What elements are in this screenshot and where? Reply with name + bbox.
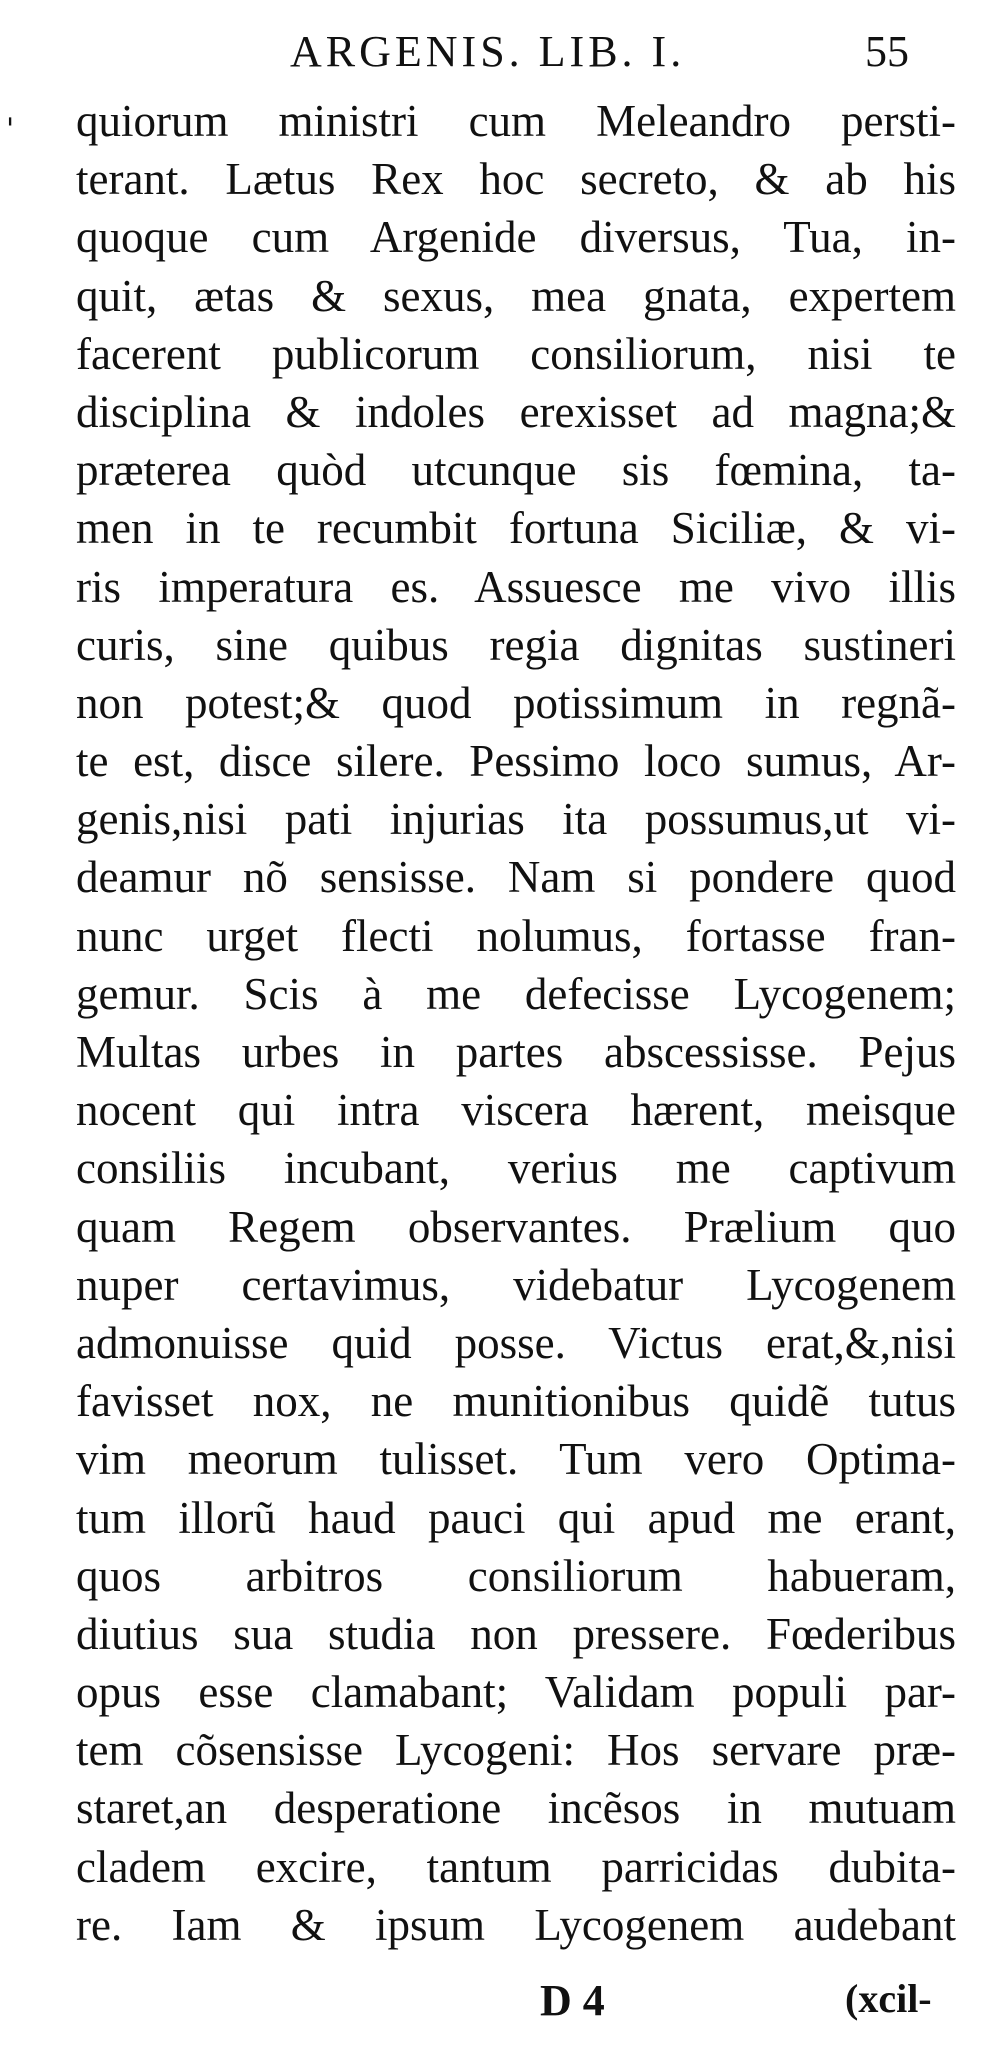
text-line: consiliis incubant, verius me captivum	[76, 1143, 956, 1194]
text-line: tum illorũ haud pauci qui apud me erant,	[76, 1492, 956, 1543]
text-line: nunc urget flecti nolumus, fortasse fran-	[76, 910, 956, 961]
text-line: deamur nõ sensisse. Nam si pondere quod	[76, 852, 956, 903]
text-line: staret,an desperatione incẽsos in mutuam	[76, 1783, 956, 1834]
text-line: non potest;& quod potissimum in regnã-	[76, 677, 956, 728]
text-line: curis, sine quibus regia dignitas sustineri	[76, 619, 956, 670]
text-line: genis,nisi pati injurias ita possumus,ut vi-	[76, 794, 956, 845]
catchword: (xcil-	[845, 1976, 932, 2021]
text-line: ris imperatura es. Assuesce me vivo illis	[76, 561, 956, 612]
page-footer	[0, 1975, 1000, 2035]
text-line: vim meorum tulisset. Tum vero Optima-	[76, 1434, 956, 1485]
text-line: quit, ætas & sexus, mea gnata, expertem	[76, 270, 956, 321]
text-line: favisset nox, ne munitionibus quidẽ tutus	[76, 1376, 956, 1427]
page-number: 55	[865, 27, 909, 76]
text-line: opus esse clamabant; Validam populi par-	[76, 1667, 956, 1718]
text-line: tem cõsensisse Lycogeni: Hos servare præ-	[76, 1725, 956, 1776]
body-text	[76, 92, 956, 1954]
signature-mark: D 4	[540, 1976, 605, 2025]
margin-mark: '	[6, 112, 15, 147]
text-line: terant. Lætus Rex hoc secreto, & ab his	[76, 154, 956, 205]
text-line: cladem excire, tantum parricidas dubita-	[76, 1841, 956, 1892]
text-line: nuper certavimus, videbatur Lycogenem	[76, 1259, 956, 1310]
text-line: disciplina & indoles erexisset ad magna;&	[76, 386, 956, 437]
text-line: admonuisse quid posse. Victus erat,&,nisi	[76, 1317, 956, 1368]
running-title: ARGENIS. LIB. I.	[290, 27, 686, 76]
text-line: te est, disce silere. Pessimo loco sumus, Ar-	[76, 736, 956, 787]
text-line: gemur. Scis à me defecisse Lycogenem;	[76, 968, 956, 1019]
page-header	[0, 22, 1000, 92]
text-line: diutius sua studia non pressere. Fœderibus	[76, 1608, 956, 1659]
text-line: quos arbitros consiliorum habueram,	[76, 1550, 956, 1601]
text-line: præterea quòd utcunque sis fœmina, ta-	[76, 445, 956, 496]
text-line: men in te recumbit fortuna Siciliæ, & vi-	[76, 503, 956, 554]
text-line: quoque cum Argenide diversus, Tua, in-	[76, 212, 956, 263]
text-line: quiorum ministri cum Meleandro persti-	[76, 96, 956, 146]
text-line: Multas urbes in partes abscessisse. Pejus	[76, 1027, 956, 1077]
text-line: facerent publicorum consiliorum, nisi te	[76, 328, 956, 379]
text-line: nocent qui intra viscera hærent, meisque	[76, 1085, 956, 1136]
text-line: re. Iam & ipsum Lycogenem audebant	[76, 1899, 956, 1950]
text-line: quam Regem observantes. Prælium quo	[76, 1201, 956, 1252]
